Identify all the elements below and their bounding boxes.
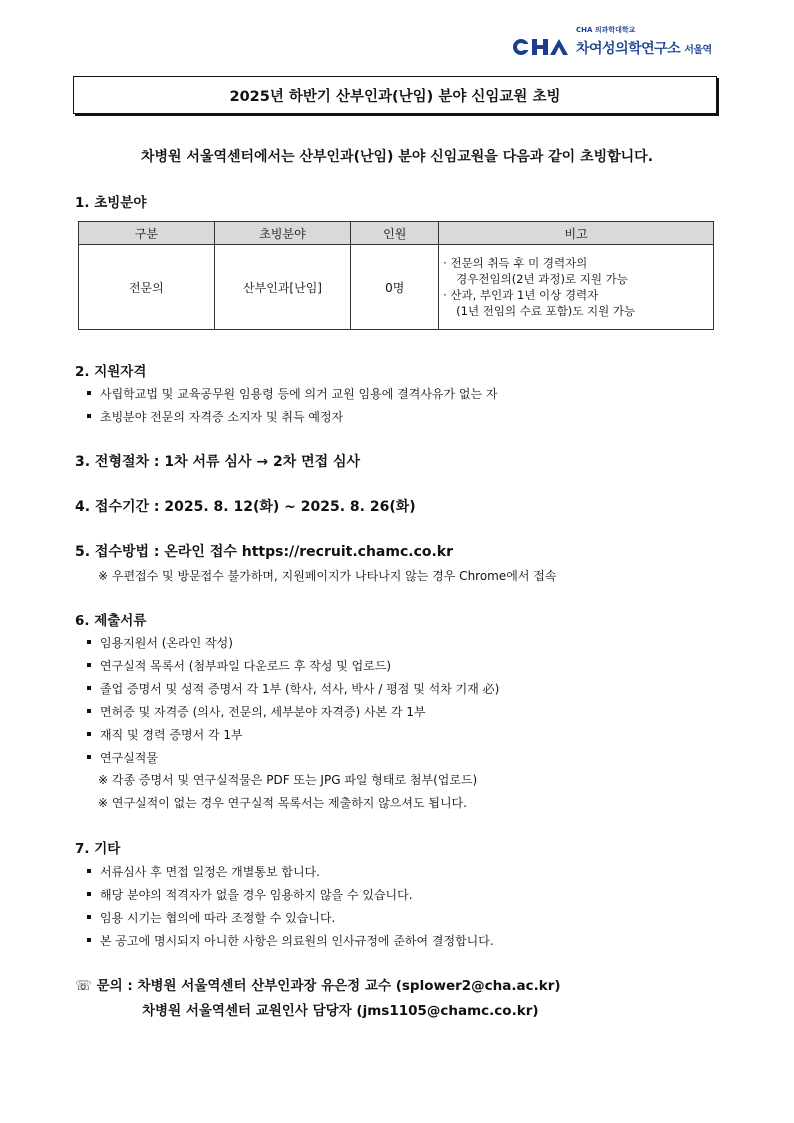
note-line: · 전문의 취득 후 미 경력자의: [443, 256, 588, 270]
table-row: [79, 245, 714, 330]
logo-institute: [576, 38, 712, 58]
cell-type: 전문의: [79, 245, 215, 330]
section2-heading: 2. 지원자격: [75, 364, 147, 380]
page-title: 2025년 하반기 산부인과(난임) 분야 신임교원 초빙: [229, 88, 561, 105]
list-item: [88, 703, 426, 720]
section6-note: ※ 각종 증명서 및 연구실적물은 PDF 또는 JPG 파일 형태로 첨부(업로드): [98, 773, 478, 787]
list-item-text: 사립학교법 및 교육공무원 임용령 등에 의거 교원 임용에 결격사유가 없는 자: [100, 387, 498, 401]
list-item: [88, 863, 320, 880]
list-item-text: 재직 및 경력 증명서 각 1부: [100, 728, 243, 742]
section5-note: ※ 우편접수 및 방문접수 불가하며, 지원페이지가 나타나지 않는 경우 Chrome에서 접속: [98, 569, 557, 583]
section6-heading: 6. 제출서류: [75, 613, 147, 629]
section5-heading: 5. 접수방법 : 온라인 접수 https://recruit.chamc.co.kr: [75, 544, 454, 560]
logo-university: CHA 의과학대학교: [576, 26, 636, 34]
intro-text: 차병원 서울역센터에서는 산부인과(난임) 분야 신임교원을 다음과 같이 초빙합니다.: [140, 149, 654, 165]
logo-location: 서울역: [684, 45, 712, 56]
section7-heading: 7. 기타: [75, 841, 121, 857]
list-item-text: 연구실적물: [100, 751, 158, 765]
header-notes: 비고: [439, 222, 714, 245]
header-count: 인원: [351, 222, 439, 245]
list-item: [88, 909, 335, 926]
cell-field: 산부인과[난임]: [214, 245, 351, 330]
list-item-text: 초빙분야 전문의 자격증 소지자 및 취득 예정자: [100, 410, 344, 424]
cell-count: 0명: [351, 245, 439, 330]
list-item: [88, 634, 233, 651]
section4-heading: 4. 접수기간 : 2025. 8. 12(화) ~ 2025. 8. 26(화): [75, 499, 416, 515]
note-line: (1년 전임의 수료 포함)도 지원 가능: [456, 304, 636, 318]
list-item-text: 해당 분야의 적격자가 없을 경우 임용하지 않을 수 있습니다.: [100, 888, 413, 902]
list-item: [88, 886, 413, 903]
contact-line-2: 차병원 서울역센터 교원인사 담당자 (jms1105@chamc.co.kr): [142, 1003, 539, 1019]
section3-heading: 3. 전형절차 : 1차 서류 심사 → 2차 면접 심사: [75, 454, 361, 470]
list-item-text: 임용 시기는 협의에 따라 조정할 수 있습니다.: [100, 911, 336, 925]
note-line: 경우전임의(2년 과정)로 지원 가능: [456, 272, 628, 286]
section1-heading: 1. 초빙분야: [75, 195, 147, 211]
list-item: [88, 680, 499, 697]
list-item-text: 연구실적 목록서 (첨부파일 다운로드 후 작성 및 업로드): [100, 659, 392, 673]
recruitment-table: [78, 221, 714, 330]
contact-line-1: ☏ 문의 : 차병원 서울역센터 산부인과장 유은정 교수 (splower2@cha.ac.kr): [75, 978, 561, 994]
list-item: [88, 749, 158, 766]
list-item-text: 면허증 및 자격증 (의사, 전문의, 세부분야 자격증) 사본 각 1부: [100, 705, 426, 719]
note-line: · 산과, 부인과 1년 이상 경력자: [443, 288, 599, 302]
list-item-text: 졸업 증명서 및 성적 증명서 각 1부 (학사, 석사, 박사 / 평점 및 석차 기재 必): [100, 682, 500, 696]
page-title-box: [73, 76, 717, 114]
list-item: [88, 726, 243, 743]
section6-note: ※ 연구실적이 없는 경우 연구실적 목록서는 제출하지 않으셔도 됩니다.: [98, 796, 467, 810]
cha-logo-icon: [512, 38, 570, 56]
list-item: [88, 657, 391, 674]
list-item-text: 서류심사 후 면접 일정은 개별통보 합니다.: [100, 865, 320, 879]
list-item-text: 임용지원서 (온라인 작성): [100, 636, 233, 650]
list-item: [88, 385, 498, 402]
list-item: [88, 408, 343, 425]
table-header-row: [79, 222, 714, 245]
logo-institute-name: 차여성의학연구소: [576, 41, 681, 57]
header-type: 구분: [79, 222, 215, 245]
cell-notes: [439, 245, 714, 330]
list-item-text: 본 공고에 명시되지 아니한 사항은 의료원의 인사규정에 준하여 결정합니다.: [100, 934, 494, 948]
institute-logo: [512, 24, 727, 64]
header-field: 초빙분야: [214, 222, 351, 245]
list-item: [88, 932, 494, 949]
